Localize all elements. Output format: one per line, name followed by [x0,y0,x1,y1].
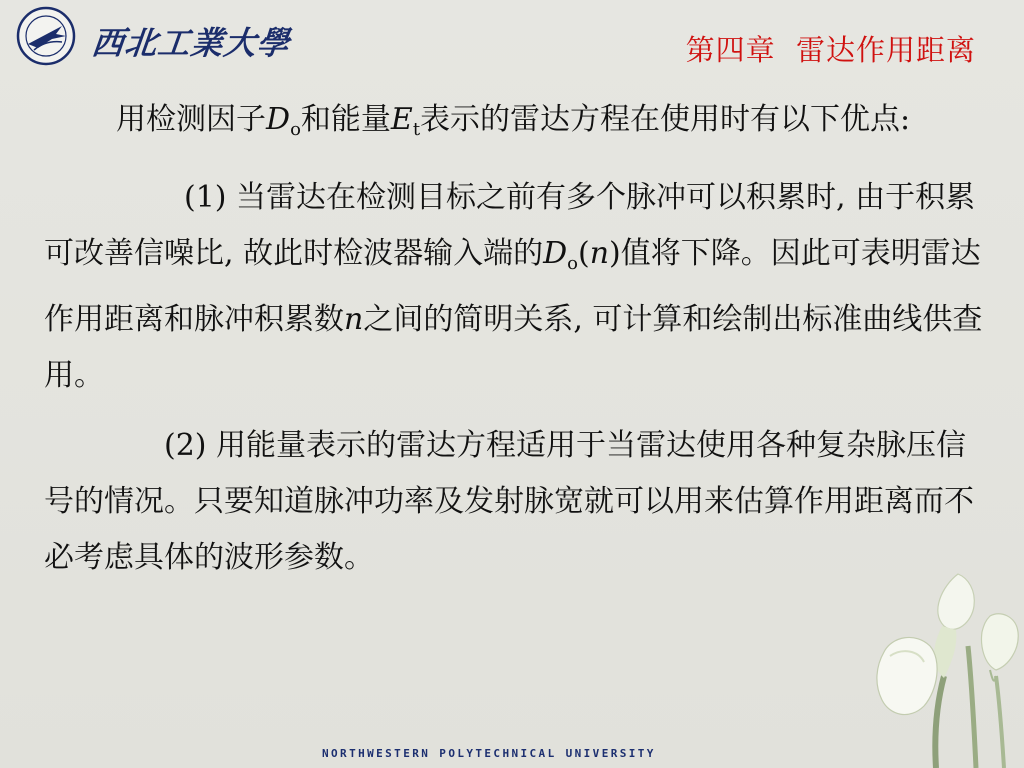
symbol-D: D [266,102,291,137]
symbol-D: D [543,236,568,271]
paragraph-text: 之间的简明关系, 可计算和绘制出标准曲线供查用。 [44,302,983,393]
subscript-o: o [567,253,578,274]
paragraph-text: (1) 当雷达在检测目标之前有多个脉冲可以积累时, 由于积累可改善信噪比, 故此时检波器输入端的 [44,180,976,271]
paragraph-text: 用检测因子 [116,102,266,137]
footer-university-name: NORTHWESTERN POLYTECHNICAL UNIVERSITY [322,747,656,760]
university-name-logo: 西北工業大學 [89,24,292,62]
calla-lily-decoration [872,566,1024,768]
paragraph-advantages-intro [44,92,994,158]
slide-content [44,92,994,586]
paragraph-text: ( [577,236,590,271]
chapter-title: 第四章 雷达作用距离 [685,33,976,67]
subscript-t: t [412,119,421,140]
symbol-n: n [589,236,610,271]
paragraph-text: )值将下降。因此可表明雷达作用距离和脉冲积累数 [44,236,981,337]
paragraph-advantage-2: (2) 用能量表示的雷达方程适用于当雷达使用各种复杂脉压信号的情况。只要知道脉冲功率及发射脉宽就可以用来估算作用距离而不必考虑具体的波形参数。 [44,428,974,575]
slide-header [0,0,1024,78]
university-emblem-icon [16,6,76,66]
paragraph-text: 表示的雷达方程在使用时有以下优点: [420,102,911,137]
symbol-E: E [390,102,413,137]
paragraph-advantage-1 [44,170,994,404]
symbol-n: n [344,302,364,337]
subscript-o: o [290,119,301,140]
paragraph-text: 和能量 [300,102,391,137]
